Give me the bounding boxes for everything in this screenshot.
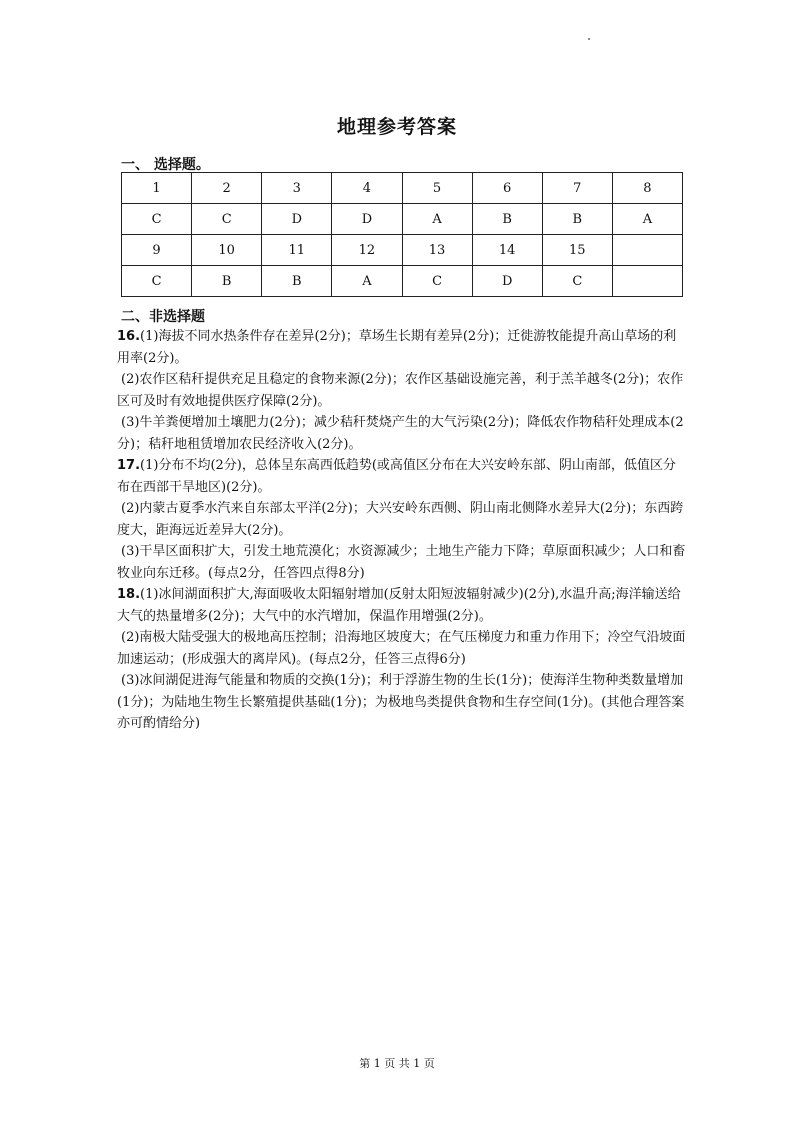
table-cell: D bbox=[332, 204, 402, 235]
table-cell: 14 bbox=[472, 235, 542, 266]
q17-part3: (3)干旱区面积扩大，引发土地荒漠化；水资源减少；土地生产能力下降；草原面积减少；人口和畜牧业向东迁移。(每点2分，任答四点得8分) bbox=[117, 544, 686, 581]
choice-answer-table bbox=[121, 172, 683, 297]
table-cell: B bbox=[542, 204, 612, 235]
q17-part1-text: (1)分布不均(2分)，总体呈东高西低趋势(或高值区分布在大兴安岭东部、阴山南部，低值区分布在西部干旱地区)(2分)。 bbox=[117, 458, 676, 495]
table-cell: D bbox=[472, 266, 542, 297]
table-cell: C bbox=[192, 204, 262, 235]
table-cell: 13 bbox=[402, 235, 472, 266]
question-number-17: 17. bbox=[117, 458, 141, 473]
section-heading-nonchoice: 二、非选择题 bbox=[121, 309, 205, 325]
q16-part1-text: (1)海拔不同水热条件存在差异(2分)；草场生长期有差异(2分)；迁徙游牧能提升高山草场的利用率(2分)。 bbox=[117, 329, 677, 366]
table-cell: A bbox=[332, 266, 402, 297]
q18-part2: (2)南极大陆受强大的极地高压控制；沿海地区坡度大；在气压梯度力和重力作用下；冷空气沿坡面加速运动；(形成强大的离岸风)。(每点2分，任答三点得6分) bbox=[117, 630, 686, 667]
table-cell: C bbox=[122, 266, 192, 297]
table-cell: B bbox=[262, 266, 332, 297]
q16-part1 bbox=[117, 326, 687, 369]
table-cell: 8 bbox=[612, 173, 682, 204]
table-cell: 10 bbox=[192, 235, 262, 266]
nonchoice-answers bbox=[117, 326, 687, 735]
q18-part1-text: (1)冰间湖面积扩大,海面吸收太阳辐射增加(反射太阳短波辐射减少)(2分),水温升高;海洋输送给大气的热量增多(2分)；大气中的水汽增加，保温作用增强(2分)。 bbox=[117, 587, 681, 624]
table-cell: 5 bbox=[402, 173, 472, 204]
question-number-18: 18. bbox=[117, 587, 141, 602]
table-row bbox=[122, 266, 683, 297]
table-cell: 11 bbox=[262, 235, 332, 266]
table-cell: A bbox=[612, 204, 682, 235]
q16-part3: (3)牛羊粪便增加土壤肥力(2分)；减少秸秆焚烧产生的大气污染(2分)；降低农作物秸秆处理成本(2分)；秸秆地租赁增加农民经济收入(2分)。 bbox=[117, 415, 684, 452]
page-title: 地理参考答案 bbox=[336, 116, 457, 138]
q17-part2: (2)内蒙古夏季水汽来自东部太平洋(2分)；大兴安岭东西侧、阴山南北侧降水差异大(2分)；东西跨度大，距海远近差异大(2分)。 bbox=[117, 501, 684, 538]
question-number-16: 16. bbox=[117, 329, 141, 344]
table-cell: C bbox=[122, 204, 192, 235]
table-cell: 4 bbox=[332, 173, 402, 204]
q18-part3: (3)冰间湖促进海气能量和物质的交换(1分)；利于浮游生物的生长(1分)；使海洋生物种类数量增加(1分)；为陆地生物生长繁殖提供基础(1分)；为极地鸟类提供食物和生存空间(1分)。(其他合理答案亦可酌情给分) bbox=[117, 673, 685, 731]
table-cell: D bbox=[262, 204, 332, 235]
table-cell: C bbox=[402, 266, 472, 297]
q18-part1 bbox=[117, 584, 687, 627]
table-cell: 15 bbox=[542, 235, 612, 266]
section-heading-choice: 一、 选择题。 bbox=[121, 157, 210, 173]
table-cell: 1 bbox=[122, 173, 192, 204]
table-cell: 7 bbox=[542, 173, 612, 204]
table-cell: 9 bbox=[122, 235, 192, 266]
page-footer: 第 1 页 共 1 页 bbox=[359, 1057, 435, 1070]
table-row bbox=[122, 235, 683, 266]
table-cell bbox=[612, 266, 682, 297]
table-cell: 6 bbox=[472, 173, 542, 204]
table-row bbox=[122, 173, 683, 204]
table-cell: 3 bbox=[262, 173, 332, 204]
table-cell: C bbox=[542, 266, 612, 297]
q17-part1 bbox=[117, 455, 687, 498]
table-cell: 2 bbox=[192, 173, 262, 204]
stray-dot-mark bbox=[588, 38, 590, 40]
q16-part2: (2)农作区秸秆提供充足且稳定的食物来源(2分)；农作区基础设施完善，利于羔羊越冬(2分)；农作区可及时有效地提供医疗保障(2分)。 bbox=[117, 372, 684, 409]
table-cell: A bbox=[402, 204, 472, 235]
table-cell: B bbox=[192, 266, 262, 297]
table-cell: B bbox=[472, 204, 542, 235]
table-row bbox=[122, 204, 683, 235]
table-cell: 12 bbox=[332, 235, 402, 266]
table-cell bbox=[612, 235, 682, 266]
